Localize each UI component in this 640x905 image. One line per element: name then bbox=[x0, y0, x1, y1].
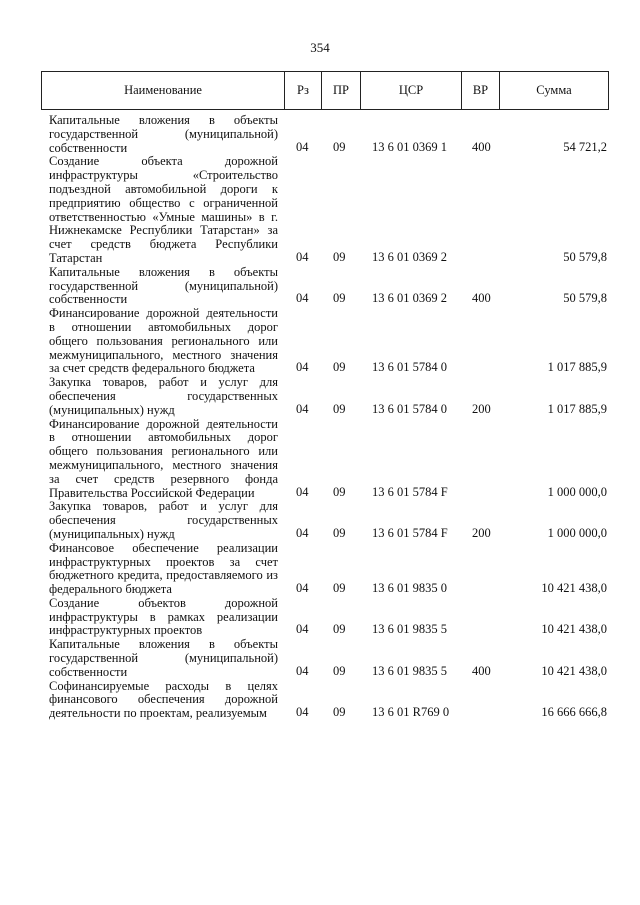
row-csr: 13 6 01 9835 5 bbox=[372, 663, 447, 678]
table-row bbox=[0, 597, 640, 638]
row-pr: 09 bbox=[333, 360, 346, 375]
header-csr: ЦСР bbox=[361, 72, 462, 110]
row-pr: 09 bbox=[333, 139, 346, 154]
table-row bbox=[0, 418, 640, 501]
table-row bbox=[0, 680, 640, 721]
header-rz: Рз bbox=[285, 72, 322, 110]
row-pr: 09 bbox=[333, 401, 346, 416]
row-sum: 54 721,2 bbox=[563, 139, 607, 154]
row-name: Создание объектов дорожной инфраструктуры в рамках реализации инфраструктурных проектов bbox=[49, 595, 278, 638]
header-pr: ПР bbox=[322, 72, 361, 110]
row-rz: 04 bbox=[296, 663, 309, 678]
row-name: Финансовое обеспечение реализации инфраструктурных проектов за счет бюджетного кредита, предоставляемого из федерального бюджета bbox=[49, 540, 278, 597]
row-name: Капитальные вложения в объекты государственной (муниципальной) собственности bbox=[49, 637, 278, 679]
row-sum: 1 000 000,0 bbox=[547, 484, 607, 499]
row-name: Капитальные вложения в объекты государственной (муниципальной) собственности bbox=[49, 113, 278, 155]
row-csr: 13 6 01 0369 2 bbox=[372, 249, 447, 264]
table-row bbox=[0, 307, 640, 376]
header-name: Наименование bbox=[42, 72, 285, 110]
table-row bbox=[0, 638, 640, 679]
row-name: Создание объекта дорожной инфраструктуры «Строительство подъездной автомобильной дороги к предприятию общество с ограниченной ответственностью «Умные машины» в г. Нижнекамске Республики Татарстан» за счет средств бюджета Республики Татарстан bbox=[49, 154, 278, 265]
row-pr: 09 bbox=[333, 484, 346, 499]
row-pr: 09 bbox=[333, 249, 346, 264]
table-body bbox=[0, 114, 640, 721]
row-csr: 13 6 01 9835 0 bbox=[372, 581, 447, 596]
row-csr: 13 6 01 9835 5 bbox=[372, 622, 447, 637]
row-pr: 09 bbox=[333, 663, 346, 678]
row-csr: 13 6 01 5784 F bbox=[372, 525, 448, 540]
row-rz: 04 bbox=[296, 139, 309, 154]
row-sum: 50 579,8 bbox=[563, 249, 607, 264]
row-rz: 04 bbox=[296, 525, 309, 540]
row-pr: 09 bbox=[333, 705, 346, 720]
header-vr: ВР bbox=[462, 72, 500, 110]
table-row bbox=[0, 266, 640, 307]
row-name: Закупка товаров, работ и услуг для обеспечения государственных (муниципальных) нужд bbox=[49, 499, 278, 541]
table-row bbox=[0, 542, 640, 597]
row-sum: 10 421 438,0 bbox=[541, 581, 607, 596]
row-rz: 04 bbox=[296, 622, 309, 637]
table-header bbox=[41, 71, 609, 110]
row-vr: 200 bbox=[472, 401, 491, 416]
row-csr: 13 6 01 5784 0 bbox=[372, 401, 447, 416]
row-sum: 1 017 885,9 bbox=[547, 360, 607, 375]
row-vr: 400 bbox=[472, 663, 491, 678]
row-rz: 04 bbox=[296, 360, 309, 375]
row-pr: 09 bbox=[333, 291, 346, 306]
table-row bbox=[0, 376, 640, 417]
row-sum: 1 017 885,9 bbox=[547, 401, 607, 416]
row-sum: 10 421 438,0 bbox=[541, 663, 607, 678]
row-csr: 13 6 01 R769 0 bbox=[372, 705, 450, 720]
row-rz: 04 bbox=[296, 484, 309, 499]
row-sum: 10 421 438,0 bbox=[541, 622, 607, 637]
header-sum: Сумма bbox=[500, 72, 609, 110]
row-rz: 04 bbox=[296, 581, 309, 596]
table-row bbox=[0, 500, 640, 541]
row-pr: 09 bbox=[333, 622, 346, 637]
row-rz: 04 bbox=[296, 249, 309, 264]
row-vr: 400 bbox=[472, 139, 491, 154]
row-sum: 16 666 666,8 bbox=[541, 705, 607, 720]
table-row bbox=[0, 155, 640, 265]
page-number: 354 bbox=[310, 40, 330, 55]
row-csr: 13 6 01 5784 0 bbox=[372, 360, 447, 375]
row-vr: 200 bbox=[472, 525, 491, 540]
row-sum: 1 000 000,0 bbox=[547, 525, 607, 540]
row-name: Софинансируемые расходы в целях финансового обеспечения дорожной деятельности по проектам, реализуемым bbox=[49, 678, 278, 721]
row-pr: 09 bbox=[333, 581, 346, 596]
row-csr: 13 6 01 0369 1 bbox=[372, 139, 447, 154]
table-row bbox=[0, 114, 640, 155]
row-csr: 13 6 01 0369 2 bbox=[372, 291, 447, 306]
row-name: Финансирование дорожной деятельности в отношении автомобильных дорог общего пользования регионального или межмуниципального, местного значения за счет средств резервного фонда Правительства Российской Федерации bbox=[49, 416, 278, 500]
row-rz: 04 bbox=[296, 705, 309, 720]
row-name: Финансирование дорожной деятельности в отношении автомобильных дорог общего пользования регионального или межмуниципального, местного значения за счет средств федерального бюджета bbox=[49, 306, 278, 376]
row-rz: 04 bbox=[296, 401, 309, 416]
row-rz: 04 bbox=[296, 291, 309, 306]
row-vr: 400 bbox=[472, 291, 491, 306]
row-name: Капитальные вложения в объекты государственной (муниципальной) собственности bbox=[49, 264, 278, 307]
row-sum: 50 579,8 bbox=[563, 291, 607, 306]
row-name: Закупка товаров, работ и услуг для обеспечения государственных (муниципальных) нужд bbox=[49, 375, 278, 417]
row-pr: 09 bbox=[333, 525, 346, 540]
row-csr: 13 6 01 5784 F bbox=[372, 484, 448, 499]
